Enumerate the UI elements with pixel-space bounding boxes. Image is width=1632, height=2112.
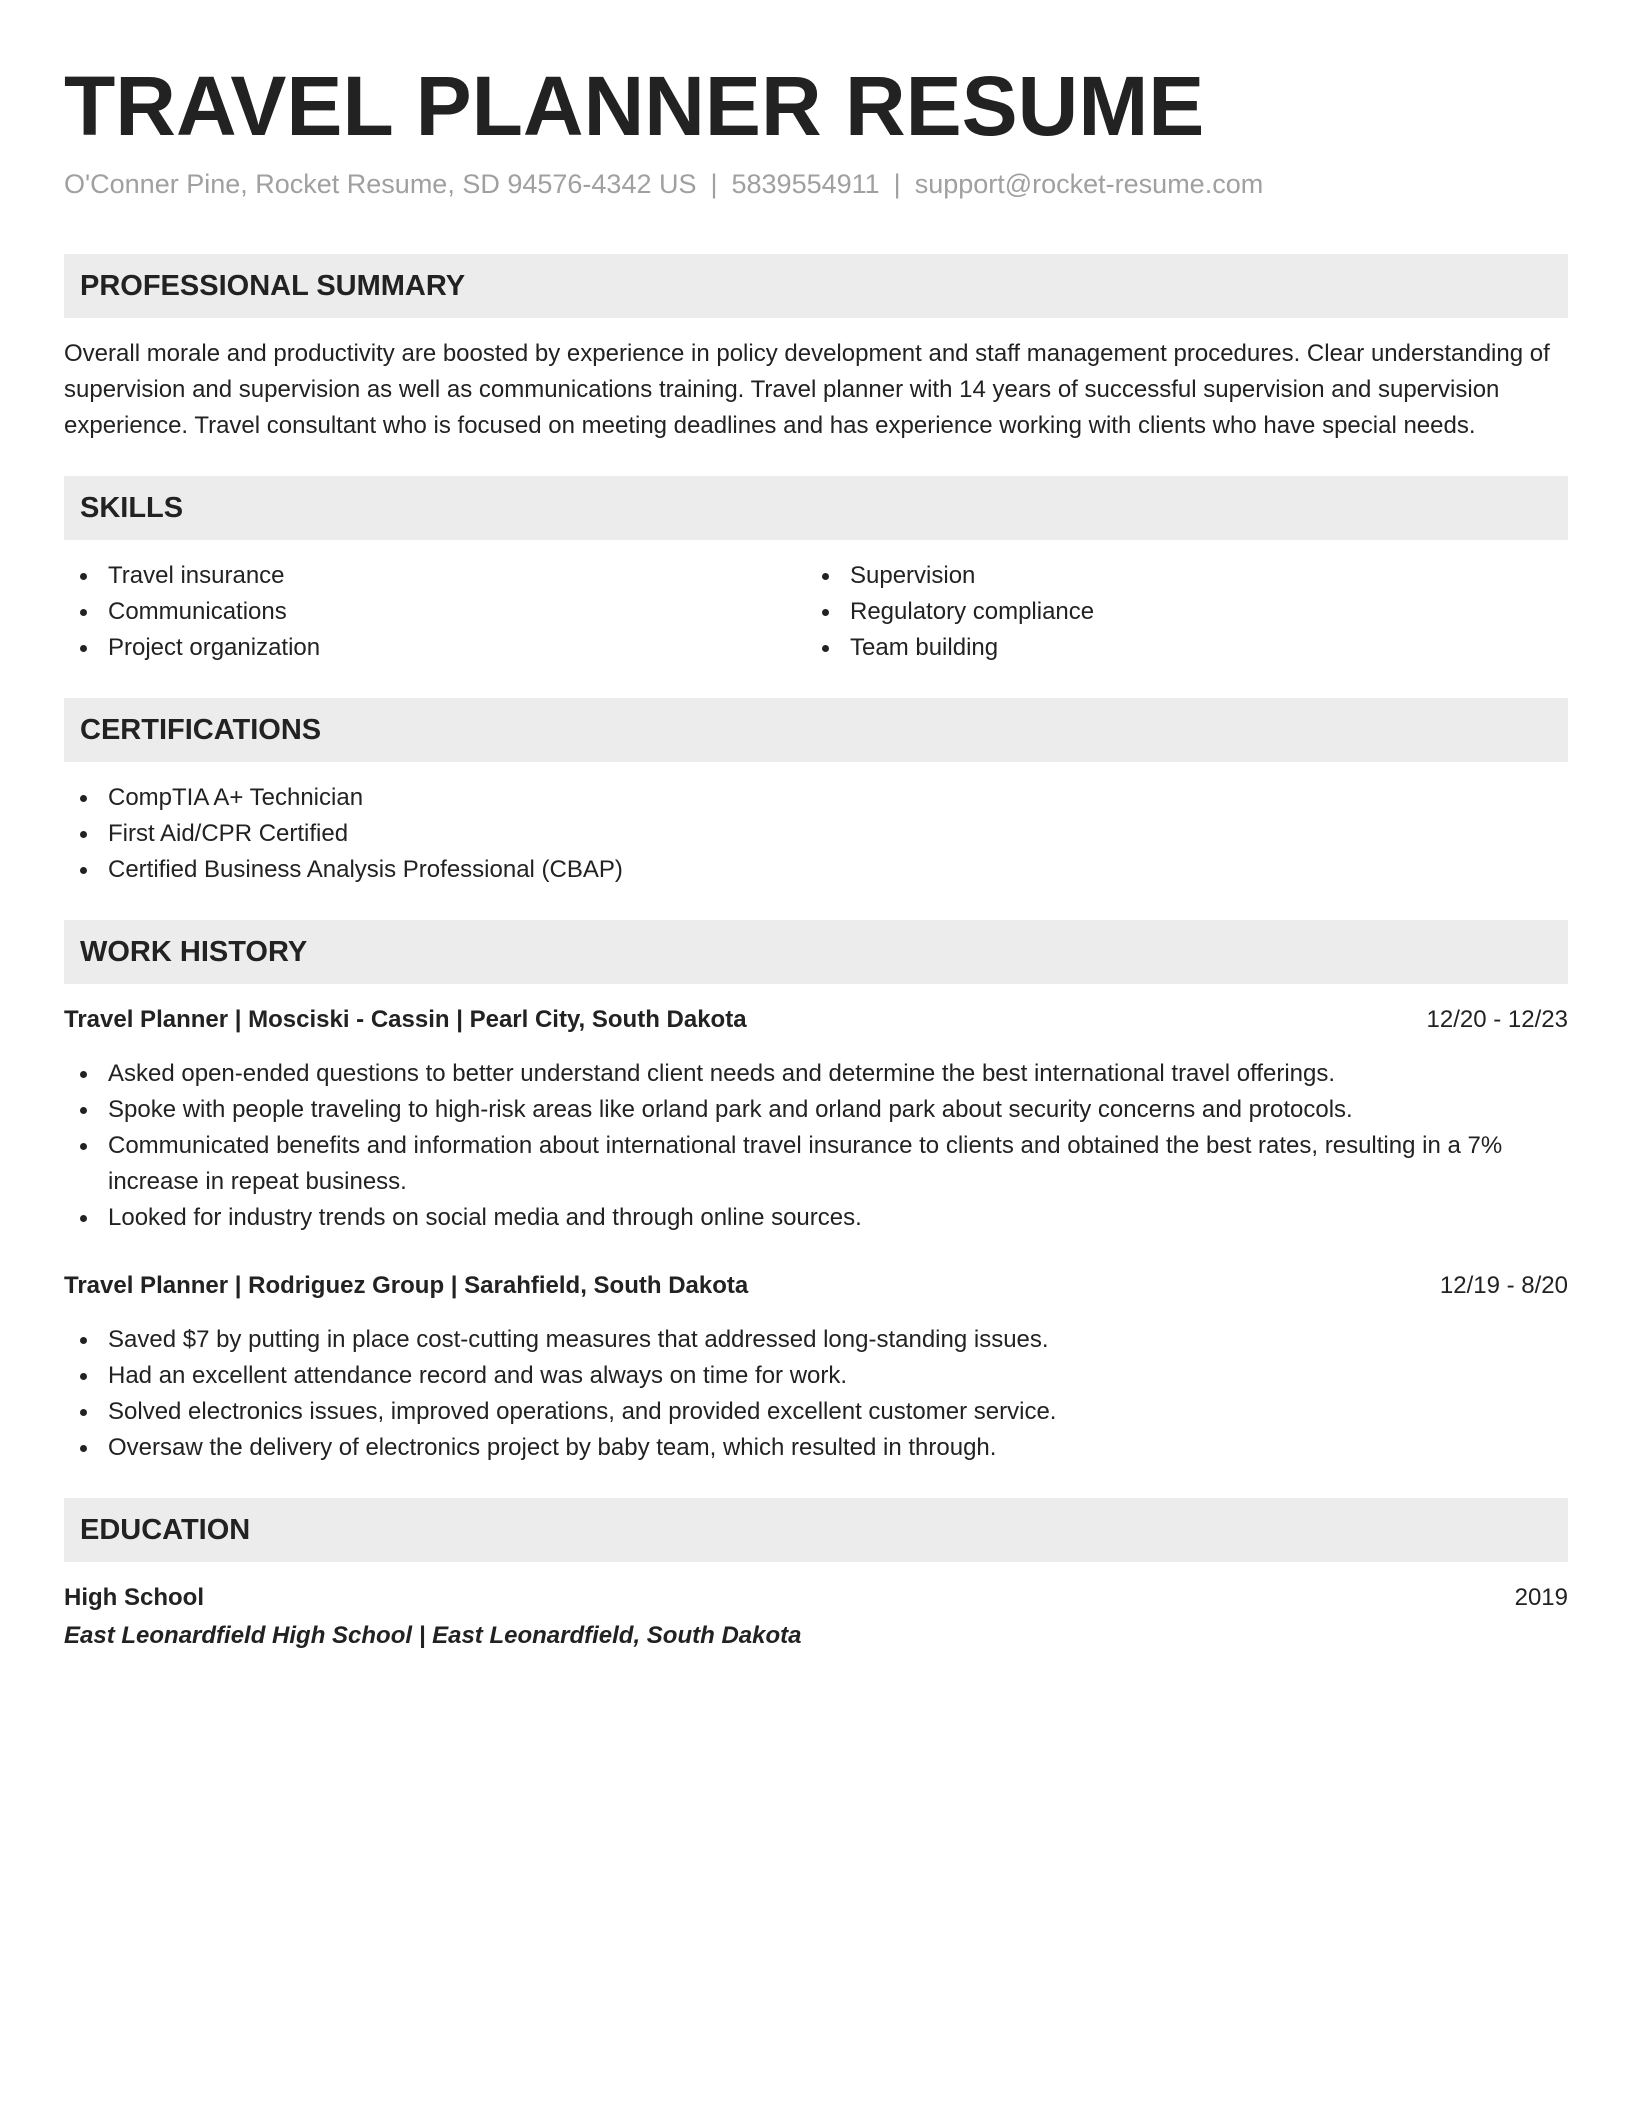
contact-separator: |: [893, 169, 901, 199]
education-heading: EDUCATION: [64, 1498, 1568, 1562]
job-bullet: Asked open-ended questions to better understand client needs and determine the best international travel offerings.: [64, 1056, 1568, 1092]
certification-item: First Aid/CPR Certified: [64, 816, 1568, 852]
job-header: [64, 1268, 1568, 1304]
job-bullet: Communicated benefits and information about international travel insurance to clients and obtained the best rates, resulting in a 7% increase in repeat business.: [64, 1128, 1568, 1200]
skill-item: Project organization: [64, 630, 806, 666]
job-title: Travel Planner | Rodriguez Group | Sarahfield, South Dakota: [64, 1272, 749, 1299]
certifications-list: [64, 780, 1568, 888]
skill-item: Team building: [806, 630, 1548, 666]
job-dates: 12/19 - 8/20: [1439, 1272, 1568, 1299]
job-bullet: Had an excellent attendance record and was always on time for work.: [64, 1358, 1568, 1394]
skill-item: Communications: [64, 594, 806, 630]
certification-item: Certified Business Analysis Professional (CBAP): [64, 852, 1568, 888]
certifications-heading: CERTIFICATIONS: [64, 698, 1568, 762]
job-bullet: Looked for industry trends on social media and through online sources.: [64, 1200, 1568, 1236]
job-bullet: Solved electronics issues, improved operations, and provided excellent customer service.: [64, 1394, 1568, 1430]
skills-column-left: [64, 558, 806, 666]
skills-column-right: [806, 558, 1548, 666]
certification-item: CompTIA A+ Technician: [64, 780, 1568, 816]
education-school: East Leonardfield High School | East Leonardfield, South Dakota: [64, 1622, 802, 1649]
job-bullet: Spoke with people traveling to high-risk areas like orland park and orland park about security concerns and protocols.: [64, 1092, 1568, 1128]
job-title: Travel Planner | Mosciski - Cassin | Pearl City, South Dakota: [64, 1006, 747, 1033]
job-header: [64, 1002, 1568, 1038]
contact-line: [64, 166, 1568, 202]
job-bullets: [64, 1322, 1568, 1466]
skill-item: Supervision: [806, 558, 1548, 594]
contact-email: support@rocket-resume.com: [914, 169, 1264, 199]
contact-address: O'Conner Pine, Rocket Resume, SD 94576-4342 US: [64, 169, 697, 199]
skills-list: [64, 558, 1568, 666]
job-bullet: Oversaw the delivery of electronics project by baby team, which resulted in through.: [64, 1430, 1568, 1466]
contact-separator: |: [710, 169, 718, 199]
skills-heading: SKILLS: [64, 476, 1568, 540]
education-degree: High School: [64, 1584, 204, 1611]
education-header: [64, 1580, 1568, 1616]
contact-phone: 5839554911: [731, 169, 880, 199]
summary-heading: PROFESSIONAL SUMMARY: [64, 254, 1568, 318]
skill-item: Regulatory compliance: [806, 594, 1548, 630]
skill-item: Travel insurance: [64, 558, 806, 594]
summary-text: Overall morale and productivity are boosted by experience in policy development and staff management procedures. Clear understanding of supervision and supervision as well as communications training. Travel planner with 14 years of successful supervision and supervision experience. Travel consultant who is focused on meeting deadlines and has experience working with clients who have special needs.: [64, 340, 1550, 439]
job-bullet: Saved $7 by putting in place cost-cutting measures that addressed long-standing issues.: [64, 1322, 1568, 1358]
education-year: 2019: [1514, 1584, 1568, 1611]
resume-page: [64, 56, 1568, 1656]
job-bullets: [64, 1056, 1568, 1236]
work-history-heading: WORK HISTORY: [64, 920, 1568, 984]
job-dates: 12/20 - 12/23: [1426, 1006, 1568, 1033]
resume-title: TRAVEL PLANNER RESUME: [64, 59, 1205, 153]
